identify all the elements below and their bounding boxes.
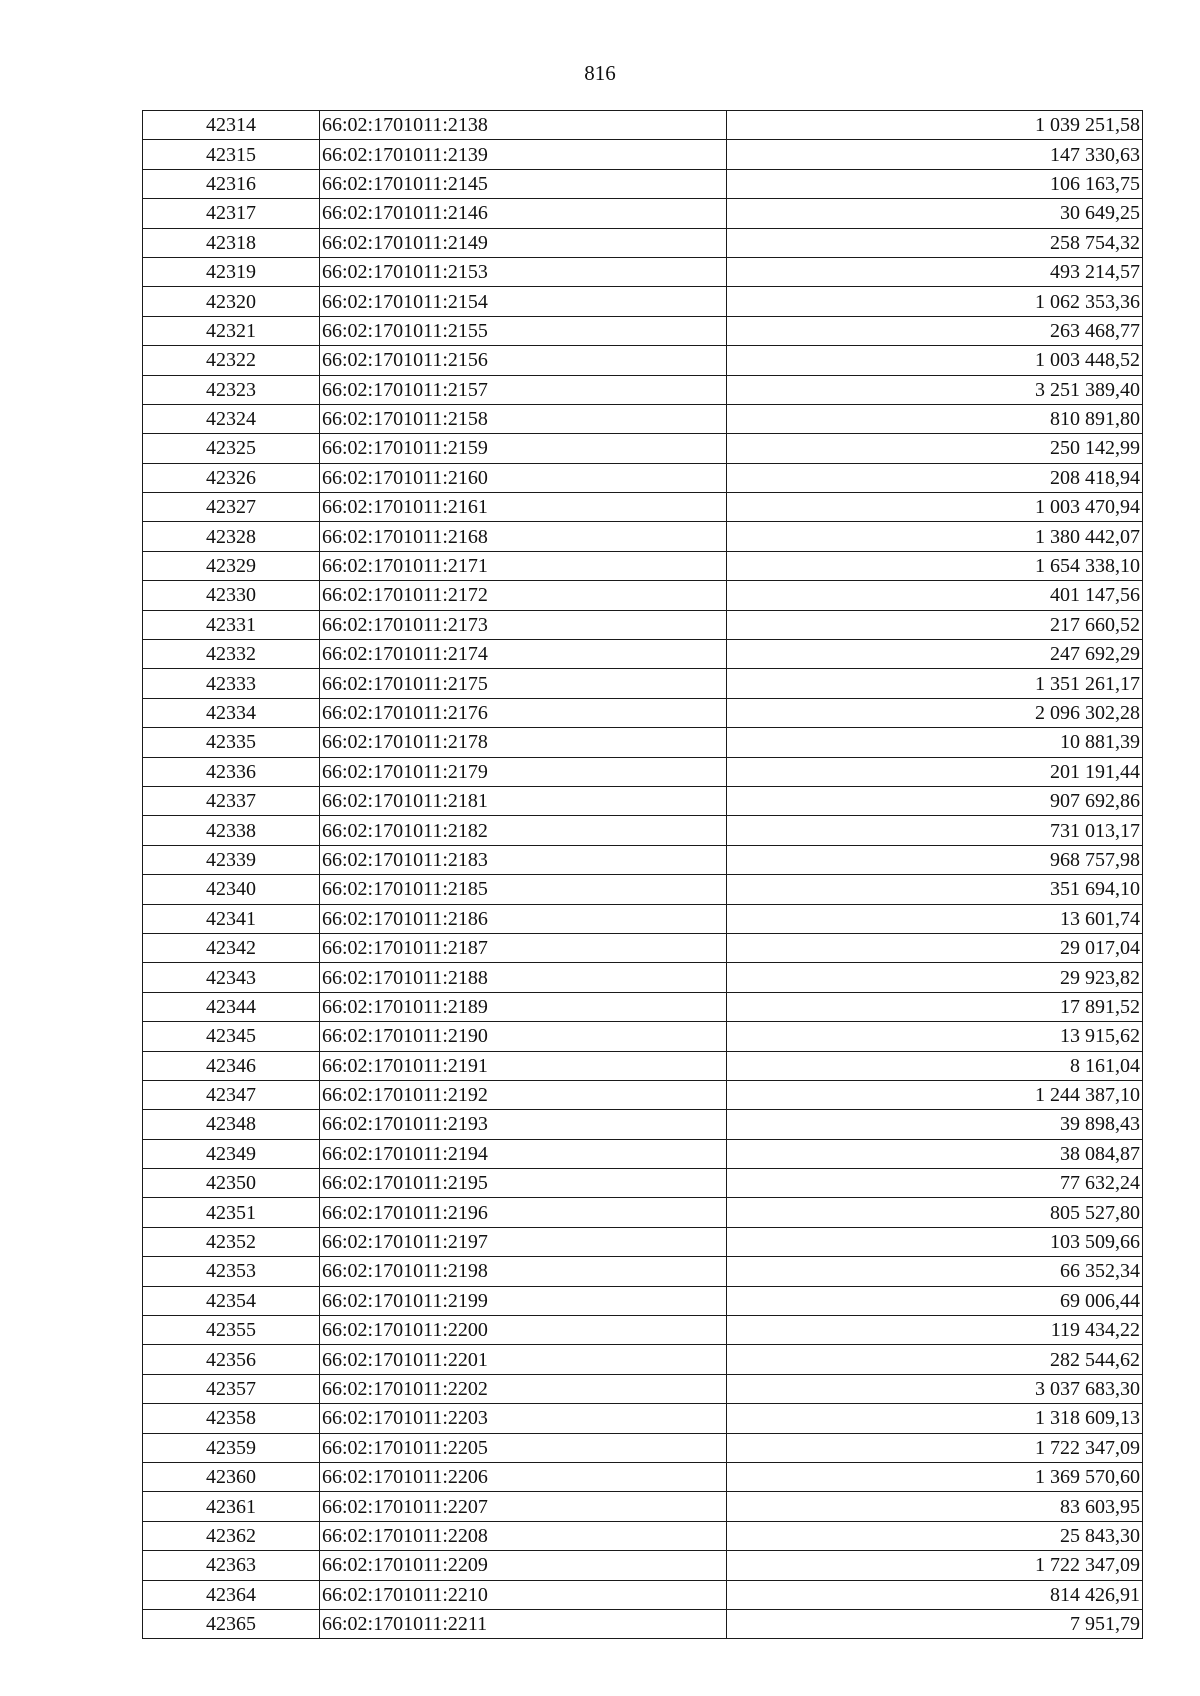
cadastral-number-cell: 66:02:1701011:2211 [320, 1609, 727, 1638]
table-row [143, 640, 1143, 669]
cadastral-number-cell: 66:02:1701011:2176 [320, 698, 727, 727]
cadastral-number-cell: 66:02:1701011:2208 [320, 1521, 727, 1550]
row-number-cell: 42348 [143, 1110, 320, 1139]
table-row [143, 816, 1143, 845]
cadastral-number-cell: 66:02:1701011:2205 [320, 1433, 727, 1462]
table-row [143, 287, 1143, 316]
row-number-cell: 42353 [143, 1257, 320, 1286]
cadastral-number-cell: 66:02:1701011:2193 [320, 1110, 727, 1139]
cadastral-value-cell: 1 062 353,36 [727, 287, 1143, 316]
cadastral-number-cell: 66:02:1701011:2187 [320, 933, 727, 962]
cadastral-number-cell: 66:02:1701011:2174 [320, 640, 727, 669]
row-number-cell: 42354 [143, 1286, 320, 1315]
table-row [143, 199, 1143, 228]
row-number-cell: 42320 [143, 287, 320, 316]
table-row [143, 845, 1143, 874]
row-number-cell: 42352 [143, 1227, 320, 1256]
cadastral-value-cell: 1 003 448,52 [727, 346, 1143, 375]
cadastral-value-cell: 1 351 261,17 [727, 669, 1143, 698]
table-row [143, 169, 1143, 198]
row-number-cell: 42332 [143, 640, 320, 669]
cadastral-number-cell: 66:02:1701011:2194 [320, 1139, 727, 1168]
cadastral-value-cell: 1 654 338,10 [727, 551, 1143, 580]
page-number: 816 [584, 61, 616, 85]
table-row [143, 1051, 1143, 1080]
cadastral-number-cell: 66:02:1701011:2202 [320, 1374, 727, 1403]
table-row [143, 669, 1143, 698]
cadastral-value-cell: 83 603,95 [727, 1492, 1143, 1521]
cadastral-value-cell: 3 037 683,30 [727, 1374, 1143, 1403]
cadastral-number-cell: 66:02:1701011:2178 [320, 728, 727, 757]
row-number-cell: 42335 [143, 728, 320, 757]
row-number-cell: 42351 [143, 1198, 320, 1227]
cadastral-value-cell: 258 754,32 [727, 228, 1143, 257]
table-row [143, 1580, 1143, 1609]
cadastral-value-cell: 66 352,34 [727, 1257, 1143, 1286]
table-row [143, 346, 1143, 375]
cadastral-value-cell: 13 915,62 [727, 1022, 1143, 1051]
row-number-cell: 42361 [143, 1492, 320, 1521]
row-number-cell: 42333 [143, 669, 320, 698]
cadastral-number-cell: 66:02:1701011:2172 [320, 581, 727, 610]
table-row [143, 257, 1143, 286]
table-row [143, 1022, 1143, 1051]
row-number-cell: 42356 [143, 1345, 320, 1374]
cadastral-value-cell: 282 544,62 [727, 1345, 1143, 1374]
cadastral-number-cell: 66:02:1701011:2181 [320, 786, 727, 815]
table-row [143, 698, 1143, 727]
table-row [143, 551, 1143, 580]
cadastral-value-cell: 1 369 570,60 [727, 1462, 1143, 1491]
row-number-cell: 42359 [143, 1433, 320, 1462]
table-row [143, 1374, 1143, 1403]
row-number-cell: 42322 [143, 346, 320, 375]
cadastral-value-cell: 968 757,98 [727, 845, 1143, 874]
row-number-cell: 42330 [143, 581, 320, 610]
row-number-cell: 42321 [143, 316, 320, 345]
table-row [143, 1551, 1143, 1580]
cadastral-value-cell: 77 632,24 [727, 1169, 1143, 1198]
table-row [143, 1345, 1143, 1374]
cadastral-number-cell: 66:02:1701011:2173 [320, 610, 727, 639]
cadastral-number-cell: 66:02:1701011:2159 [320, 434, 727, 463]
cadastral-value-cell: 30 649,25 [727, 199, 1143, 228]
cadastral-number-cell: 66:02:1701011:2171 [320, 551, 727, 580]
row-number-cell: 42346 [143, 1051, 320, 1080]
table-row [143, 140, 1143, 169]
cadastral-value-cell: 3 251 389,40 [727, 375, 1143, 404]
cadastral-number-cell: 66:02:1701011:2189 [320, 992, 727, 1021]
cadastral-value-cell: 247 692,29 [727, 640, 1143, 669]
table-row [143, 1110, 1143, 1139]
row-number-cell: 42344 [143, 992, 320, 1021]
cadastral-number-cell: 66:02:1701011:2199 [320, 1286, 727, 1315]
table-row [143, 875, 1143, 904]
row-number-cell: 42331 [143, 610, 320, 639]
row-number-cell: 42350 [143, 1169, 320, 1198]
row-number-cell: 42341 [143, 904, 320, 933]
table-row [143, 1433, 1143, 1462]
row-number-cell: 42328 [143, 522, 320, 551]
table-row [143, 1492, 1143, 1521]
cadastral-value-cell: 1 722 347,09 [727, 1433, 1143, 1462]
row-number-cell: 42347 [143, 1080, 320, 1109]
cadastral-number-cell: 66:02:1701011:2155 [320, 316, 727, 345]
cadastral-value-cell: 201 191,44 [727, 757, 1143, 786]
cadastral-number-cell: 66:02:1701011:2207 [320, 1492, 727, 1521]
cadastral-value-cell: 2 096 302,28 [727, 698, 1143, 727]
cadastral-number-cell: 66:02:1701011:2192 [320, 1080, 727, 1109]
table-row [143, 1609, 1143, 1638]
cadastral-number-cell: 66:02:1701011:2168 [320, 522, 727, 551]
cadastral-value-cell: 731 013,17 [727, 816, 1143, 845]
table-row [143, 228, 1143, 257]
cadastral-number-cell: 66:02:1701011:2209 [320, 1551, 727, 1580]
cadastral-number-cell: 66:02:1701011:2145 [320, 169, 727, 198]
cadastral-number-cell: 66:02:1701011:2154 [320, 287, 727, 316]
table-row [143, 1139, 1143, 1168]
cadastral-number-cell: 66:02:1701011:2186 [320, 904, 727, 933]
cadastral-number-cell: 66:02:1701011:2158 [320, 404, 727, 433]
row-number-cell: 42318 [143, 228, 320, 257]
cadastral-value-cell: 493 214,57 [727, 257, 1143, 286]
table-row [143, 463, 1143, 492]
row-number-cell: 42357 [143, 1374, 320, 1403]
cadastral-value-cell: 1 722 347,09 [727, 1551, 1143, 1580]
cadastral-value-cell: 103 509,66 [727, 1227, 1143, 1256]
cadastral-value-cell: 10 881,39 [727, 728, 1143, 757]
cadastral-value-cell: 8 161,04 [727, 1051, 1143, 1080]
row-number-cell: 42365 [143, 1609, 320, 1638]
table-row [143, 1080, 1143, 1109]
cadastral-number-cell: 66:02:1701011:2201 [320, 1345, 727, 1374]
table-row [143, 434, 1143, 463]
cadastral-value-cell: 106 163,75 [727, 169, 1143, 198]
table-row [143, 1227, 1143, 1256]
row-number-cell: 42329 [143, 551, 320, 580]
table-row [143, 933, 1143, 962]
row-number-cell: 42345 [143, 1022, 320, 1051]
row-number-cell: 42325 [143, 434, 320, 463]
cadastral-number-cell: 66:02:1701011:2138 [320, 111, 727, 140]
table-row [143, 1462, 1143, 1491]
row-number-cell: 42338 [143, 816, 320, 845]
row-number-cell: 42314 [143, 111, 320, 140]
row-number-cell: 42339 [143, 845, 320, 874]
row-number-cell: 42319 [143, 257, 320, 286]
cadastral-number-cell: 66:02:1701011:2183 [320, 845, 727, 874]
cadastral-value-cell: 1 318 609,13 [727, 1404, 1143, 1433]
cadastral-value-cell: 39 898,43 [727, 1110, 1143, 1139]
table-row [143, 404, 1143, 433]
cadastral-value-cell: 69 006,44 [727, 1286, 1143, 1315]
cadastral-value-cell: 147 330,63 [727, 140, 1143, 169]
cadastral-value-cell: 907 692,86 [727, 786, 1143, 815]
cadastral-number-cell: 66:02:1701011:2146 [320, 199, 727, 228]
row-number-cell: 42342 [143, 933, 320, 962]
cadastral-value-cell: 250 142,99 [727, 434, 1143, 463]
cadastral-number-cell: 66:02:1701011:2160 [320, 463, 727, 492]
table-row [143, 493, 1143, 522]
table-row [143, 316, 1143, 345]
table-row [143, 963, 1143, 992]
table-row [143, 1316, 1143, 1345]
cadastral-number-cell: 66:02:1701011:2188 [320, 963, 727, 992]
cadastral-number-cell: 66:02:1701011:2161 [320, 493, 727, 522]
cadastral-number-cell: 66:02:1701011:2196 [320, 1198, 727, 1227]
table-row [143, 1169, 1143, 1198]
table-row [143, 728, 1143, 757]
table-row [143, 375, 1143, 404]
table-row [143, 1286, 1143, 1315]
cadastral-value-cell: 17 891,52 [727, 992, 1143, 1021]
row-number-cell: 42355 [143, 1316, 320, 1345]
table-row [143, 786, 1143, 815]
cadastral-value-cell: 29 017,04 [727, 933, 1143, 962]
cadastral-number-cell: 66:02:1701011:2156 [320, 346, 727, 375]
cadastral-value-cell: 263 468,77 [727, 316, 1143, 345]
cadastral-value-cell: 810 891,80 [727, 404, 1143, 433]
cadastral-value-cell: 217 660,52 [727, 610, 1143, 639]
cadastral-number-cell: 66:02:1701011:2195 [320, 1169, 727, 1198]
row-number-cell: 42317 [143, 199, 320, 228]
row-number-cell: 42363 [143, 1551, 320, 1580]
table-row [143, 904, 1143, 933]
cadastral-value-cell: 119 434,22 [727, 1316, 1143, 1345]
table-row [143, 757, 1143, 786]
table-row [143, 1198, 1143, 1227]
cadastral-value-cell: 208 418,94 [727, 463, 1143, 492]
cadastral-value-cell: 1 380 442,07 [727, 522, 1143, 551]
table-row [143, 1257, 1143, 1286]
cadastral-number-cell: 66:02:1701011:2139 [320, 140, 727, 169]
cadastral-value-table [142, 110, 1143, 1639]
table-row [143, 992, 1143, 1021]
row-number-cell: 42326 [143, 463, 320, 492]
table-row [143, 610, 1143, 639]
table-row [143, 1521, 1143, 1550]
cadastral-value-cell: 401 147,56 [727, 581, 1143, 610]
row-number-cell: 42337 [143, 786, 320, 815]
cadastral-number-cell: 66:02:1701011:2210 [320, 1580, 727, 1609]
cadastral-value-cell: 1 244 387,10 [727, 1080, 1143, 1109]
row-number-cell: 42315 [143, 140, 320, 169]
row-number-cell: 42360 [143, 1462, 320, 1491]
cadastral-value-cell: 351 694,10 [727, 875, 1143, 904]
cadastral-value-cell: 1 003 470,94 [727, 493, 1143, 522]
cadastral-value-cell: 805 527,80 [727, 1198, 1143, 1227]
cadastral-number-cell: 66:02:1701011:2185 [320, 875, 727, 904]
cadastral-value-cell: 29 923,82 [727, 963, 1143, 992]
cadastral-number-cell: 66:02:1701011:2153 [320, 257, 727, 286]
row-number-cell: 42349 [143, 1139, 320, 1168]
row-number-cell: 42343 [143, 963, 320, 992]
cadastral-value-cell: 38 084,87 [727, 1139, 1143, 1168]
table-row [143, 581, 1143, 610]
cadastral-number-cell: 66:02:1701011:2191 [320, 1051, 727, 1080]
row-number-cell: 42358 [143, 1404, 320, 1433]
row-number-cell: 42324 [143, 404, 320, 433]
cadastral-number-cell: 66:02:1701011:2197 [320, 1227, 727, 1256]
cadastral-value-cell: 7 951,79 [727, 1609, 1143, 1638]
row-number-cell: 42323 [143, 375, 320, 404]
cadastral-value-cell: 814 426,91 [727, 1580, 1143, 1609]
cadastral-value-cell: 1 039 251,58 [727, 111, 1143, 140]
table-row [143, 1404, 1143, 1433]
cadastral-number-cell: 66:02:1701011:2200 [320, 1316, 727, 1345]
row-number-cell: 42362 [143, 1521, 320, 1550]
row-number-cell: 42340 [143, 875, 320, 904]
cadastral-number-cell: 66:02:1701011:2190 [320, 1022, 727, 1051]
row-number-cell: 42334 [143, 698, 320, 727]
cadastral-number-cell: 66:02:1701011:2179 [320, 757, 727, 786]
cadastral-number-cell: 66:02:1701011:2157 [320, 375, 727, 404]
table-body [143, 111, 1143, 1639]
cadastral-number-cell: 66:02:1701011:2175 [320, 669, 727, 698]
row-number-cell: 42364 [143, 1580, 320, 1609]
cadastral-number-cell: 66:02:1701011:2198 [320, 1257, 727, 1286]
cadastral-value-cell: 13 601,74 [727, 904, 1143, 933]
cadastral-value-cell: 25 843,30 [727, 1521, 1143, 1550]
table-row [143, 522, 1143, 551]
row-number-cell: 42316 [143, 169, 320, 198]
cadastral-number-cell: 66:02:1701011:2203 [320, 1404, 727, 1433]
cadastral-number-cell: 66:02:1701011:2206 [320, 1462, 727, 1491]
row-number-cell: 42336 [143, 757, 320, 786]
cadastral-number-cell: 66:02:1701011:2182 [320, 816, 727, 845]
cadastral-number-cell: 66:02:1701011:2149 [320, 228, 727, 257]
row-number-cell: 42327 [143, 493, 320, 522]
table-row [143, 111, 1143, 140]
